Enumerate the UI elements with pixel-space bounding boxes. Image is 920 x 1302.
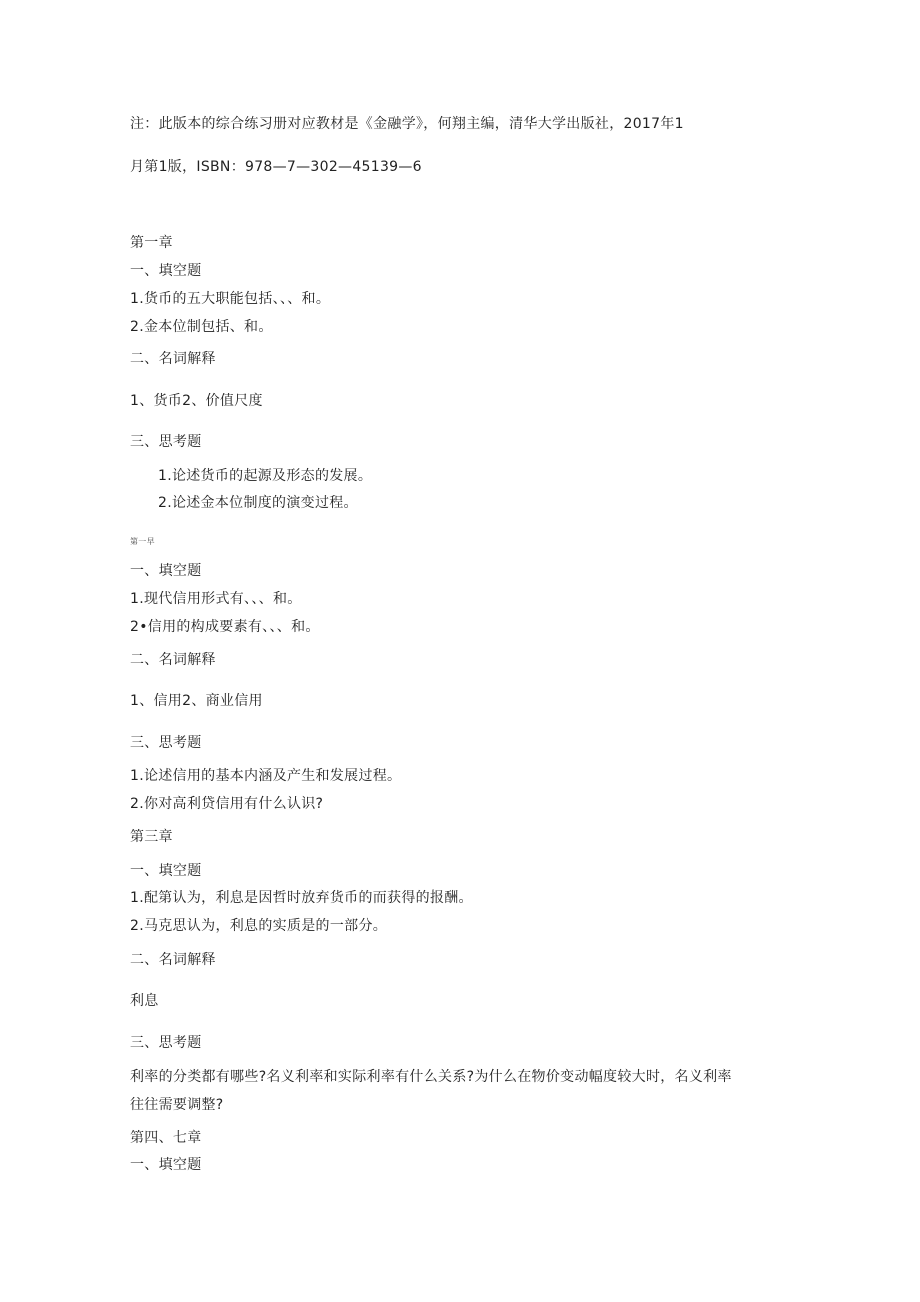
chapter-3-fill-q1: 1.配第认为，利息是因哲时放弃货币的而获得的报酬。 xyxy=(130,890,473,906)
chapter-1-think-q1: 1.论述货币的起源及形态的发展。 xyxy=(158,468,373,484)
note-line-2: 月第1版，ISBN：978—7—302—45139—6 xyxy=(130,159,422,175)
chapter-3-think-q1-line1: 利率的分类都有哪些?名义利率和实际利率有什么关系?为什么在物价变动幅度较大时，名义利率 xyxy=(130,1069,732,1085)
chapter-2-term-heading: 二、名词解释 xyxy=(130,652,216,668)
chapter-1-fill-q2: 2.金本位制包括、和。 xyxy=(130,319,273,335)
chapter-1-title: 第一章 xyxy=(130,235,173,251)
chapter-1-fill-heading: 一、填空题 xyxy=(130,263,202,279)
chapter-3-think-heading: 三、思考题 xyxy=(130,1035,202,1051)
chapter-2-think-q2: 2.你对高利贷信用有什么认识? xyxy=(130,796,324,812)
chapter-1-think-q2: 2.论述金本位制度的演变过程。 xyxy=(158,495,358,511)
chapter-3-terms: 利息 xyxy=(130,993,159,1009)
chapter-2-think-heading: 三、思考题 xyxy=(130,735,202,751)
chapter-2-fill-q2: 2•信用的构成要素有、、、和。 xyxy=(130,619,320,635)
chapter-2-think-q1: 1.论述信用的基本内涵及产生和发展过程。 xyxy=(130,768,402,784)
chapter-4-title: 第四、七章 xyxy=(130,1130,202,1146)
chapter-4-fill-heading: 一、填空题 xyxy=(130,1157,202,1173)
chapter-3-fill-heading: 一、填空题 xyxy=(130,863,202,879)
chapter-3-term-heading: 二、名词解释 xyxy=(130,952,216,968)
chapter-2-title: 第一早 xyxy=(130,537,155,546)
chapter-3-think-q1-line2: 往往需要调整? xyxy=(130,1097,224,1113)
chapter-1-think-heading: 三、思考题 xyxy=(130,434,202,450)
chapter-3-fill-q2: 2.马克思认为，利息的实质是的一部分。 xyxy=(130,918,388,934)
chapter-1-fill-q1: 1.货币的五大职能包括、、、和。 xyxy=(130,291,331,307)
chapter-3-title: 第三章 xyxy=(130,829,173,845)
chapter-1-terms: 1、货币2、价值尺度 xyxy=(130,393,263,409)
chapter-2-fill-heading: 一、填空题 xyxy=(130,563,202,579)
note-line-1: 注：此版本的综合练习册对应教材是《金融学》，何翔主编，清华大学出版社，2017年1 xyxy=(130,116,684,132)
chapter-2-fill-q1: 1.现代信用形式有、、、和。 xyxy=(130,591,302,607)
chapter-2-terms: 1、信用2、商业信用 xyxy=(130,693,263,709)
chapter-1-term-heading: 二、名词解释 xyxy=(130,351,216,367)
